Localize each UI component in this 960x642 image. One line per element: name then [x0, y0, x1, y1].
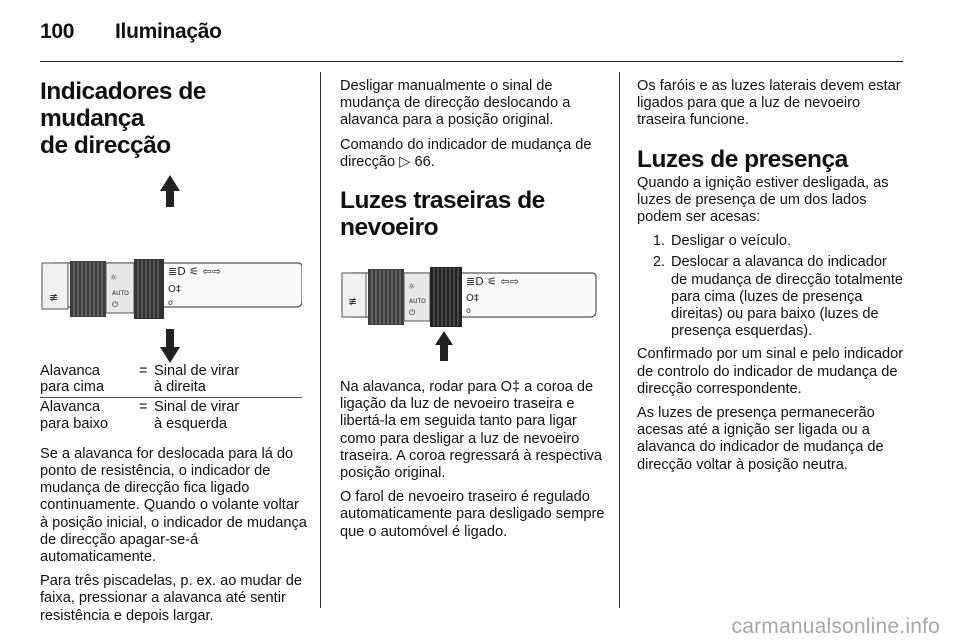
arrow-up-icon	[160, 175, 180, 207]
svg-text:☼: ☼	[110, 273, 118, 282]
body-paragraph: O farol de nevoeiro traseiro é regulado automaticamente para desligado sempre que o automóvel é ligado.	[340, 489, 605, 540]
body-paragraph: Os faróis e as luzes laterais devem estar ligados para que a luz de nevoeiro traseira funcione.	[637, 78, 901, 129]
svg-text:O‡: O‡	[466, 293, 479, 305]
body-paragraph: Confirmado por um sinal e pelo indicador de controlo do indicador de mudança de direcção correspondente.	[637, 346, 904, 397]
svg-text:≣D ⚟ ⇦⇨: ≣D ⚟ ⇦⇨	[168, 265, 221, 278]
figure-turn-signal-lever	[40, 159, 310, 363]
body-paragraph: As luzes de presença permanecerão acesas até a ignição ser ligada ou a alavanca do indicador de mudança de direcção voltar à posição neutra.	[637, 405, 884, 473]
body-paragraph: Desligar manualmente o sinal de mudança de direcção deslocando a alavanca para a posição original.	[340, 78, 571, 129]
column-divider	[320, 72, 321, 608]
definition-row: Alavanca para baixo = Sinal de virar à esquerda	[40, 397, 302, 433]
svg-text:⏻: ⏻	[112, 300, 119, 309]
svg-text:AUTO: AUTO	[409, 298, 426, 306]
chapter-title: Iluminação	[115, 20, 222, 43]
figure-rear-fog-ring	[340, 249, 606, 369]
arrow-down-icon	[160, 329, 180, 363]
column-3	[637, 78, 905, 481]
arrow-up-icon	[435, 331, 453, 361]
svg-text:AUTO: AUTO	[112, 290, 129, 297]
svg-text:o: o	[466, 306, 471, 316]
column-divider	[619, 72, 620, 608]
triangle-right-icon: ▷	[399, 153, 411, 170]
svg-text:☼: ☼	[408, 282, 416, 292]
svg-text:o: o	[168, 298, 173, 307]
svg-text:≣D ⚟ ⇦⇨: ≣D ⚟ ⇦⇨	[466, 275, 519, 289]
definition-table	[40, 363, 302, 434]
steps-list	[637, 233, 905, 340]
section-heading-turn-signals: Indicadores de mudança de direcção	[40, 78, 206, 159]
body-paragraph: Para três piscadelas, p. ex. ao mudar de faixa, pressionar a alavanca até sentir resistência e depois largar.	[40, 573, 303, 624]
page-number: 100	[40, 20, 75, 43]
list-item: 1. Desligar o veículo.	[652, 233, 792, 250]
definition-row: Alavanca para cima = Sinal de virar à direita	[40, 363, 240, 396]
section-heading-parking-lights: Luzes de presença	[637, 145, 848, 173]
header-rule	[40, 61, 903, 62]
watermark: carmanualsonline.info	[731, 615, 940, 638]
rear-fog-light-icon: O‡	[500, 379, 521, 396]
svg-text:≢: ≢	[49, 291, 59, 304]
body-paragraph: Na alavanca, rodar para O‡ a coroa de ligação da luz de nevoeiro traseira e libertá-la em seguida tanto para ligar como para desligar a luz de nevoeiro traseira. A coroa regressará à respectiva posição original.	[340, 379, 603, 482]
svg-text:⏻: ⏻	[409, 308, 416, 318]
section-heading-rear-fog: Luzes traseiras de nevoeiro	[340, 187, 545, 242]
column-1	[40, 78, 310, 632]
list-item: 2. Deslocar a alavanca do indicador de mudança de direcção totalmente para cima (luzes de presença direitas) ou para baixo (luzes de presença esquerdas).	[652, 254, 904, 340]
svg-text:≢: ≢	[348, 295, 358, 309]
body-paragraph: Quando a ignição estiver desligada, as luzes de presença de um dos lados podem ser acesas:	[637, 174, 889, 226]
body-paragraph-ref: Comando do indicador de mudança de direcção ▷ 66.	[340, 136, 592, 170]
column-2	[340, 78, 606, 548]
svg-text:O‡: O‡	[168, 284, 181, 295]
body-paragraph: Se a alavanca for deslocada para lá do ponto de resistência, o indicador de mudança de direcção fica ligado continuamente. Quando o volante voltar à posição inicial, o indicador de mudança de direcção apagar-se-á automaticamente.	[40, 445, 307, 566]
